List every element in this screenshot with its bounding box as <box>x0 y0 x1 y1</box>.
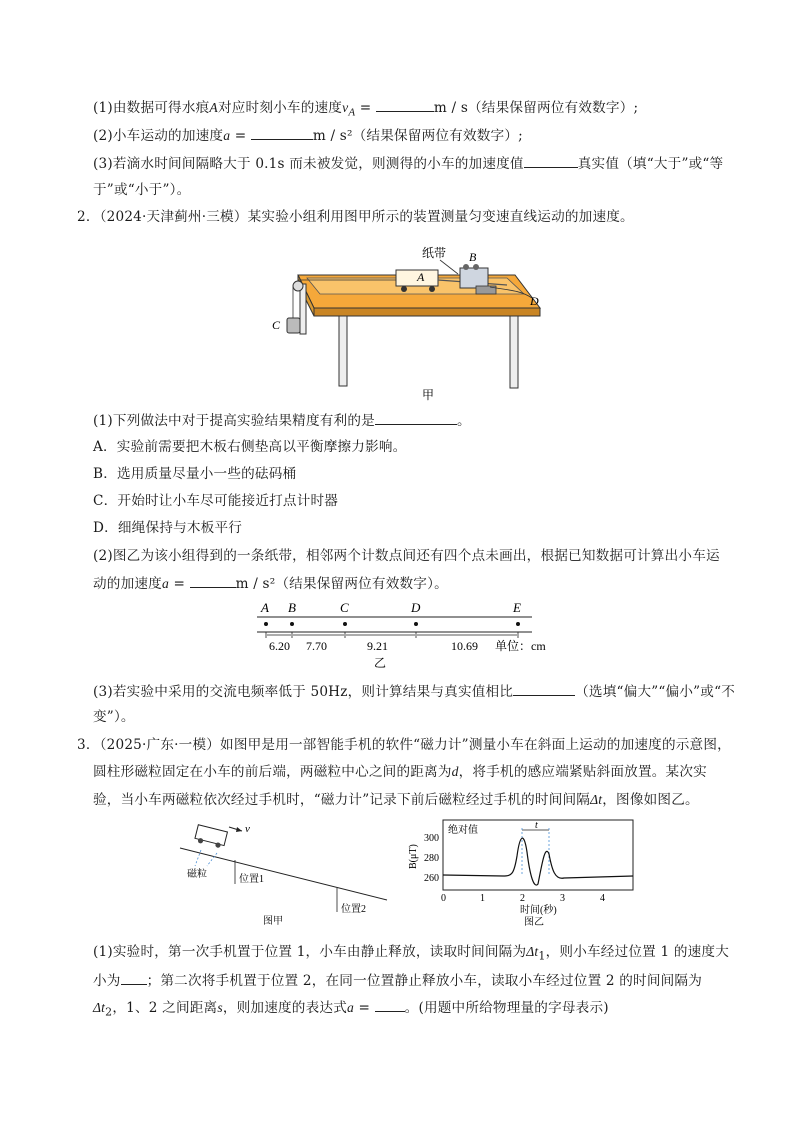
q2-text: 。 <box>456 413 471 429</box>
weight-bucket <box>287 318 300 333</box>
q1-text: (3)若滴水时间间隔略大于 0.1s 而未被发觉，则测得的小车的加速度值 <box>93 156 524 172</box>
q2-text: 动的加速度 <box>93 576 162 592</box>
q3-text: ，则小车经过位置 1 的速度大 <box>545 944 730 960</box>
figure-tape <box>252 598 572 670</box>
label-D: D <box>530 294 539 308</box>
tape-label-C: C <box>340 600 349 615</box>
timer <box>460 268 488 288</box>
gap-DE: 10.69 <box>451 639 478 653</box>
symbol-a: a <box>223 128 231 143</box>
q3-text: 小为 <box>93 973 121 989</box>
q2-text: （选填“偏大”“偏小”或“不 <box>575 684 736 700</box>
q1-text: 对应时刻小车的速度 <box>217 100 343 116</box>
q2-title: 2．（2024·天津蓟州·三模）某实验小组利用图甲所示的装置测量匀变速直线运动的加速度。 <box>77 209 634 225</box>
ytick: 260 <box>424 873 439 884</box>
subscript: 1 <box>538 949 546 963</box>
figure-caption: 乙 <box>374 656 387 670</box>
leader-line <box>440 260 458 274</box>
note: （结果保留两位有效数字）; <box>352 128 523 144</box>
symbol-a: a <box>161 576 169 591</box>
equals: = <box>358 1000 371 1016</box>
answer-blank[interactable] <box>251 125 313 140</box>
option-C: C．开始时让小车尽可能接近打点计时器 <box>93 493 339 509</box>
figure-apparatus <box>262 240 552 402</box>
note: （结果保留两位有效数字）; <box>468 100 639 116</box>
tape-point-A <box>264 622 268 626</box>
q2-part2-cont <box>93 573 734 594</box>
subscript: 2 <box>105 1005 113 1019</box>
tape-point-E <box>516 622 520 626</box>
tape-label-D: D <box>411 600 421 615</box>
label-pos1: 位置1 <box>239 874 264 885</box>
label-C: C <box>272 318 281 332</box>
pulley <box>293 281 303 291</box>
unit: m / s² <box>235 576 276 592</box>
symbol-s: s <box>217 1000 223 1015</box>
tape-label-B: B <box>288 600 296 615</box>
answer-blank[interactable] <box>375 997 405 1012</box>
symbol-dt: Δt <box>590 792 603 807</box>
answer-blank[interactable] <box>513 681 575 696</box>
label-magnet: 磁粒 <box>187 869 207 880</box>
xtick: 2 <box>520 893 525 904</box>
equals: = <box>359 100 372 116</box>
symbol-d: d <box>451 764 459 779</box>
q2-part3-cont: 变”）。 <box>93 709 135 725</box>
graph-title: 绝对值 <box>448 825 478 836</box>
q3-part1 <box>93 942 734 967</box>
symbol-dt: Δt <box>526 944 539 959</box>
gap-AB: 6.20 <box>269 639 290 653</box>
figure-caption: 图乙 <box>524 917 544 928</box>
label-t: t <box>535 820 538 831</box>
option-D: D．细绳保持与木板平行 <box>93 520 243 536</box>
q3-line2 <box>93 762 734 782</box>
figure-incline <box>175 818 395 928</box>
tape-label-A: A <box>261 600 269 615</box>
cart-wheel <box>401 286 407 292</box>
figure-graph <box>408 814 638 928</box>
q1-part3 <box>93 153 734 174</box>
unit: m / s <box>433 100 468 116</box>
q1-text: (1)由数据可得水痕 <box>93 100 210 116</box>
tape-label-E: E <box>513 600 521 615</box>
xtick: 1 <box>480 893 485 904</box>
label-A: A <box>417 270 425 284</box>
q1-text: 真实值（填“大于”或“等 <box>577 156 724 172</box>
table-leg <box>300 284 306 334</box>
option-B: B．选用质量尽量小一些的砝码桶 <box>93 466 297 482</box>
incline <box>180 848 387 900</box>
dimension-lines <box>266 632 518 638</box>
tape-points <box>264 622 520 626</box>
gap-BC: 7.70 <box>306 639 327 653</box>
q3-part1-cont <box>93 970 734 991</box>
option-A: A．实验前需要把木板右侧垫高以平衡摩擦力影响。 <box>93 439 407 455</box>
q3-title: 3．（2025·广东·一模）如图甲是用一部智能手机的软件“磁力计”测量小车在斜面上运动的加速度的示意图， <box>77 737 731 753</box>
table-leg <box>339 316 347 386</box>
q2-text: (1)下列做法中对于提高实验结果精度有利的是 <box>93 413 375 429</box>
unit: m / s² <box>312 128 353 144</box>
label-pos2: 位置2 <box>341 904 366 915</box>
gap-CD: 9.21 <box>367 639 388 653</box>
q3-text: (1)实验时，第一次手机置于位置 1，小车由静止释放，读取时间间隔为 <box>93 944 527 960</box>
answer-blank[interactable] <box>121 970 147 985</box>
symbol-a: a <box>347 1000 354 1015</box>
tape-unit: 单位：cm <box>495 639 546 653</box>
tape-point-B <box>290 622 294 626</box>
cart-wheel <box>429 286 435 292</box>
q3-line3 <box>93 790 734 810</box>
q3-part1-cont2 <box>93 997 734 1023</box>
note: （结果保留两位有效数字）。 <box>275 576 448 592</box>
label-v: v <box>245 823 250 835</box>
xtick: 4 <box>600 893 605 904</box>
table-edge <box>314 308 540 316</box>
arrow-head <box>236 827 242 832</box>
timer-knob <box>473 264 479 270</box>
q3-text: ；第二次将手机置于位置 2，在同一位置静止释放小车，读取小车经过位置 2 的时间间隔为 <box>146 973 703 989</box>
subscript: A <box>348 106 356 119</box>
q1-text: (2)小车运动的加速度 <box>93 128 224 144</box>
q2-part1 <box>93 410 734 431</box>
q1-text: 于”或“小于”）。 <box>93 182 191 198</box>
label-B: B <box>469 250 477 264</box>
q1-part3-cont <box>93 180 734 200</box>
answer-blank[interactable] <box>190 573 236 588</box>
label-tape: 纸带 <box>422 246 447 260</box>
equals: = <box>173 576 186 592</box>
q2-part3 <box>93 681 734 702</box>
q3-text: ，则加速度的表达式 <box>222 1000 347 1016</box>
ytick: 300 <box>424 833 439 844</box>
q3-text: ，图像如图乙。 <box>602 792 699 808</box>
ytick: 280 <box>424 853 439 864</box>
answer-blank[interactable] <box>376 97 434 112</box>
answer-blank[interactable] <box>524 153 578 168</box>
symbol-A: A <box>209 100 218 115</box>
q1-part1 <box>93 97 734 123</box>
cart <box>194 825 227 849</box>
q3-text: ，将手机的感应端紧贴斜面放置。某次实 <box>458 764 707 780</box>
equals: = <box>234 128 247 144</box>
tape-point-C <box>343 622 347 626</box>
symbol-dt: Δt <box>93 1000 106 1015</box>
q3-text: ，1、2 之间距离 <box>112 1000 218 1016</box>
tape-point-D <box>414 622 418 626</box>
y-axis-label: B(μT) <box>408 844 419 869</box>
q3-text: 验，当小车两磁粒依次经过手机时，“磁力计”记录下前后磁粒经过手机的时间间隔 <box>93 792 591 808</box>
figure-caption: 甲 <box>422 388 435 402</box>
q2-part2: (2)图乙为该小组得到的一条纸带，相邻两个计数点间还有四个点未画出，根据已知数据可计算出小车运 <box>93 548 720 564</box>
table-leg <box>510 316 518 388</box>
x-axis-label: 时间(秒) <box>520 905 557 916</box>
figure-caption: 图甲 <box>263 916 283 927</box>
xtick: 0 <box>441 893 446 904</box>
symbol-v: v <box>342 100 349 115</box>
answer-blank[interactable] <box>375 410 457 425</box>
timer-knob <box>463 264 469 270</box>
q1-part2 <box>93 125 734 146</box>
q2-text: (3)若实验中采用的交流电频率低于 50Hz，则计算结果与真实值相比 <box>93 684 514 700</box>
q3-text: 圆柱形磁粒固定在小车的前后端，两磁粒中心之间的距离为 <box>93 764 452 780</box>
q3-text: 。(用题中所给物理量的字母表示) <box>404 1000 609 1016</box>
xtick: 3 <box>560 893 565 904</box>
